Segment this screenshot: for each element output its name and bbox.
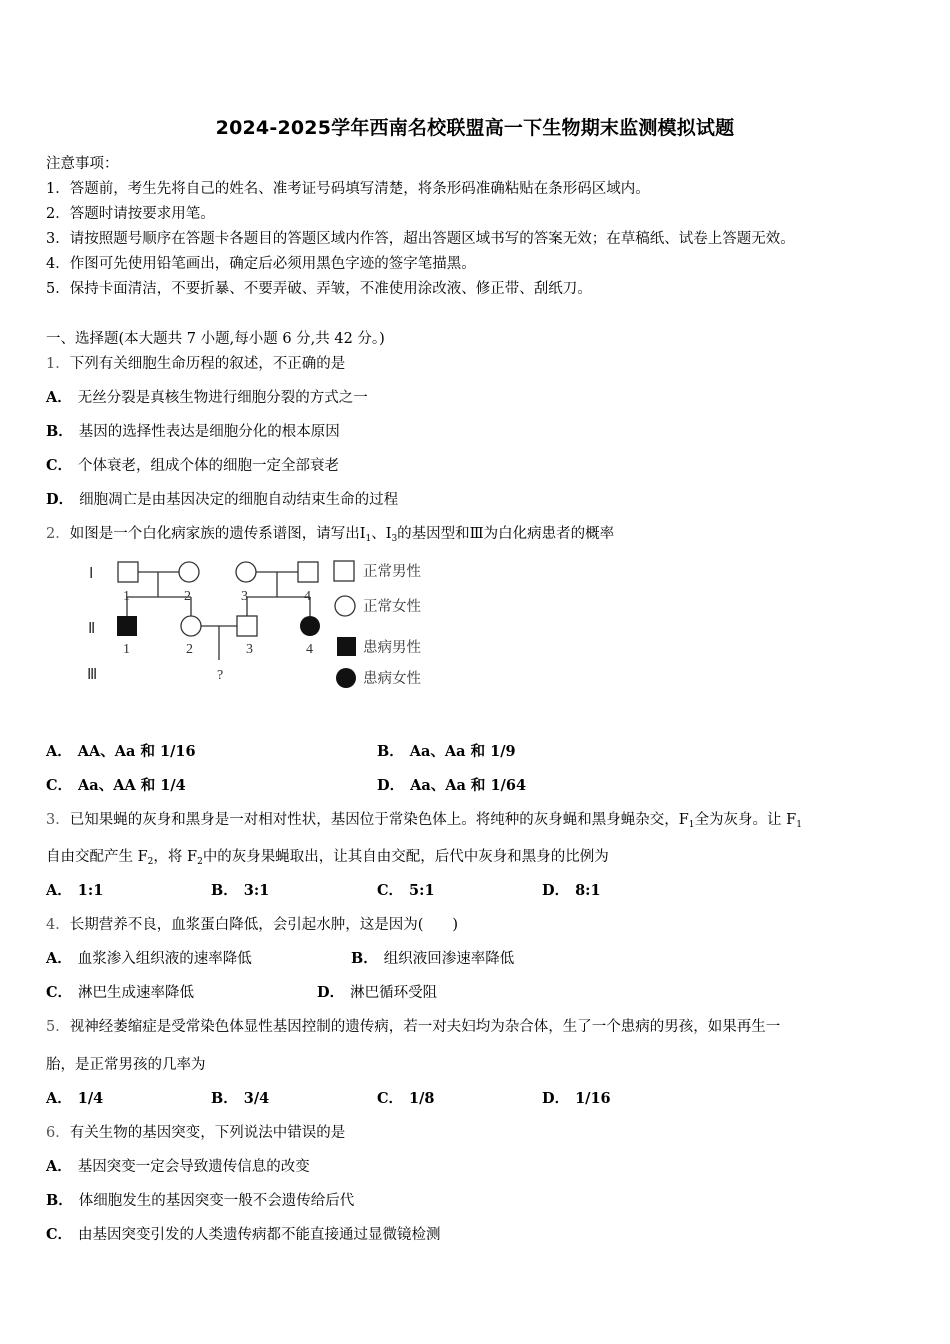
individual-number: 3: [246, 642, 253, 657]
q1-option-a: A． 无丝分裂是真核生物进行细胞分裂的方式之一: [46, 389, 368, 406]
affected-male-symbol: [117, 616, 137, 636]
q4-option-d: D． 淋巴循环受阻: [317, 984, 438, 1001]
question-3-stem-cont: 自由交配产生 $F_2$，将 $F_2$中的灰身果蝇取出，让其自由交配，后代中灰身和黑身的比例为: [46, 849, 609, 867]
q2-option-c: C． Aa、AA 和 1/4: [46, 777, 186, 794]
normal-male-symbol: [298, 562, 318, 582]
legend-label: 正常男性: [363, 564, 421, 580]
unknown-mark: ?: [217, 668, 224, 683]
notice-item: 2．答题时请按要求用笔。: [46, 206, 215, 222]
notice-item: 1．答题前，考生先将自己的姓名、准考证号码填写清楚，将条形码准确粘贴在条形码区域内。: [46, 181, 650, 197]
q3-option-c: C． 5:1: [377, 882, 435, 899]
q1-option-b: B． 基因的选择性表达是细胞分化的根本原因: [46, 423, 340, 440]
generation-label: Ⅱ: [88, 621, 96, 637]
legend-label: 正常女性: [363, 599, 421, 615]
q4-option-c: C． 淋巴生成速率降低: [46, 984, 195, 1001]
legend-label: 患病女性: [363, 671, 421, 687]
individual-number: 1: [123, 589, 130, 604]
q6-option-a: A． 基因突变一定会导致遗传信息的改变: [46, 1158, 310, 1175]
q4-option-a: A． 血浆渗入组织液的速率降低: [46, 950, 252, 967]
q3-option-d: D． 8:1: [542, 882, 601, 899]
individual-number: 2: [184, 589, 191, 604]
pedigree-diagram: [80, 552, 440, 694]
q6-option-c: C． 由基因突变引发的人类遗传病都不能直接通过显微镜检测: [46, 1226, 441, 1243]
question-number: 5．: [46, 1019, 70, 1035]
q2-option-a: A． AA、Aa 和 1/16: [46, 743, 196, 760]
q3-option-b: B． 3:1: [211, 882, 270, 899]
question-number: 6．: [46, 1125, 70, 1141]
notice-item: 5．保持卡面清洁，不要折暴、不要弄破、弄皱，不准使用涂改液、修正带、刮纸刀。: [46, 281, 592, 297]
section-heading: 一、选择题(本大题共 7 小题,每小题 6 分,共 42 分。): [46, 331, 385, 347]
q1-option-c: C． 个体衰老，组成个体的细胞一定全部衰老: [46, 457, 340, 474]
q3-option-a: A． 1:1: [46, 882, 104, 899]
normal-male-symbol: [237, 616, 257, 636]
q5-option-d: D． 1/16: [542, 1090, 611, 1107]
legend-normal-male-icon: [334, 561, 354, 581]
question-1-stem: 1．下列有关细胞生命历程的叙述，不正确的是: [46, 356, 346, 372]
page-title: 2024-2025学年西南名校联盟高一下生物期末监测模拟试题: [215, 117, 735, 139]
question-6-stem: 6．有关生物的基因突变，下列说法中错误的是: [46, 1125, 346, 1141]
q6-option-b: B． 体细胞发生的基因突变一般不会遗传给后代: [46, 1192, 355, 1209]
q4-option-b: B． 组织液回渗速率降低: [351, 950, 515, 967]
q1-option-d: D． 细胞凋亡是由基因决定的细胞自动结束生命的过程: [46, 491, 399, 508]
legend-affected-male-icon: [337, 637, 356, 656]
question-4-stem: 4．长期营养不良，血浆蛋白降低，会引起水肿，这是因为( ): [46, 917, 459, 933]
normal-female-symbol: [181, 616, 201, 636]
q2-option-b: B． Aa、Aa 和 1/9: [377, 743, 516, 760]
generation-label: Ⅰ: [89, 566, 94, 582]
legend-normal-female-icon: [335, 596, 355, 616]
question-number: 4．: [46, 917, 70, 933]
question-5-stem: 5．视神经萎缩症是受常染色体显性基因控制的遗传病，若一对夫妇均为杂合体，生了一个患病的男孩，如果再生一: [46, 1019, 781, 1035]
legend-affected-female-icon: [336, 668, 356, 688]
notice-heading: 注意事项：: [46, 156, 119, 172]
generation-label: Ⅲ: [87, 667, 98, 683]
individual-number: 1: [123, 642, 130, 657]
question-number: 3．: [46, 812, 70, 828]
question-number: 1．: [46, 356, 70, 372]
individual-number: 2: [186, 642, 193, 657]
legend-label: 患病男性: [363, 640, 421, 656]
individual-number: 4: [306, 642, 313, 657]
affected-female-symbol: [300, 616, 320, 636]
normal-male-symbol: [118, 562, 138, 582]
individual-number: 3: [241, 589, 248, 604]
q5-option-b: B． 3/4: [211, 1090, 270, 1107]
notice-item: 4．作图可先使用铅笔画出，确定后必须用黑色字迹的签字笔描黑。: [46, 256, 476, 272]
q5-option-c: C． 1/8: [377, 1090, 435, 1107]
normal-female-symbol: [236, 562, 256, 582]
notice-item: 3．请按照题号顺序在答题卡各题目的答题区域内作答，超出答题区域书写的答案无效；在草稿纸、试卷上答题无效。: [46, 231, 795, 247]
question-2-stem: 2．如图是一个白化病家族的遗传系谱图，请写出$Ⅰ_1$、$Ⅰ_3$的基因型和Ⅲ为白化病患者的概率: [46, 526, 615, 544]
individual-number: 4: [304, 589, 311, 604]
normal-female-symbol: [179, 562, 199, 582]
question-number: 2．: [46, 526, 70, 542]
question-3-stem: 3．已知果蝇的灰身和黑身是一对相对性状，基因位于常染色体上。将纯种的灰身蝇和黑身蝇杂交，$F_1$全为灰身。让 $F_1$: [46, 812, 802, 830]
question-5-stem-cont: 胎，是正常男孩的几率为: [46, 1057, 206, 1073]
q2-option-d: D． Aa、Aa 和 1/64: [377, 777, 527, 794]
q5-option-a: A． 1/4: [46, 1090, 104, 1107]
